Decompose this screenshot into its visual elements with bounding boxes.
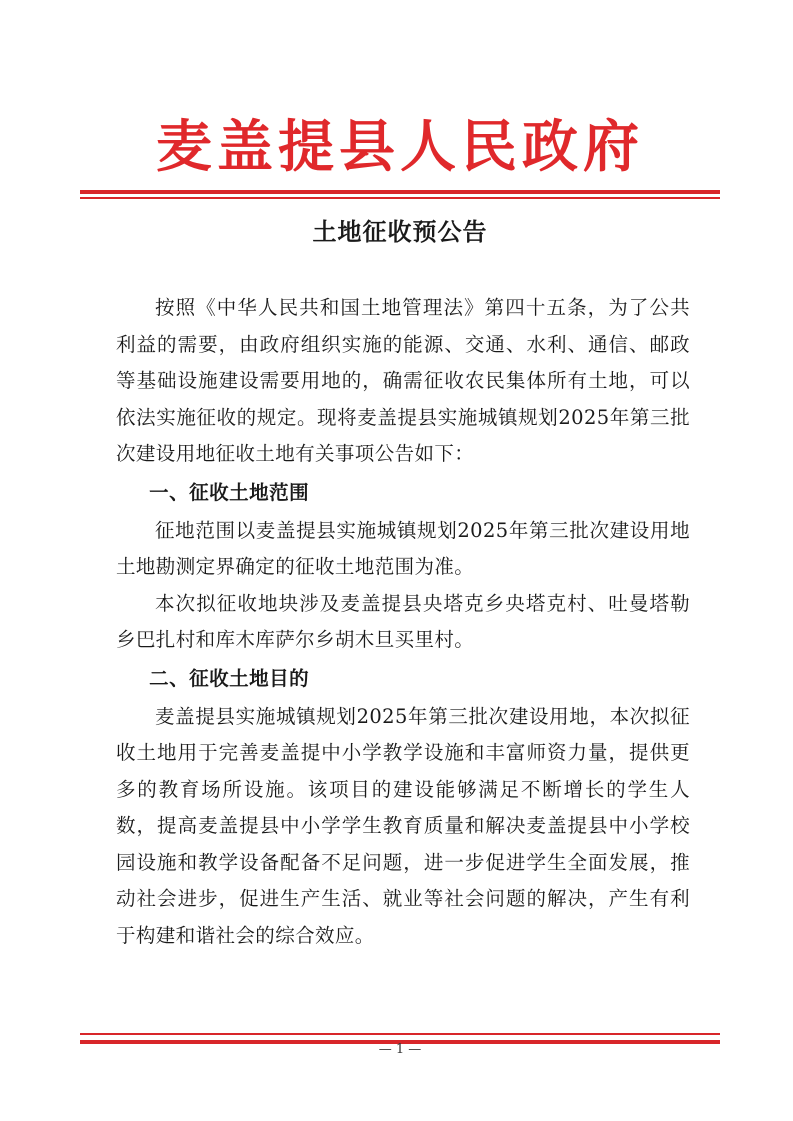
footer-rule-thin xyxy=(80,1033,720,1035)
header-rule-thick xyxy=(80,190,720,194)
header-rule-thin xyxy=(80,197,720,199)
page-number: — 1 — xyxy=(378,1042,422,1057)
section2-heading: 二、征收土地目的 xyxy=(149,666,310,690)
masthead-agency-name: 麦盖提县人民政府 xyxy=(156,114,644,180)
document-title: 土地征收预公告 xyxy=(312,218,488,246)
section1-heading: 一、征收土地范围 xyxy=(149,480,310,504)
section1-paragraph-2: 本次拟征收地块涉及麦盖提县央塔克乡央塔克村、吐曼塔勒乡巴扎村和库木库萨尔乡胡木旦买里村。 xyxy=(116,591,690,651)
section1-paragraph-1: 征地范围以麦盖提县实施城镇规划2025年第三批次建设用地土地勘测定界确定的征收土地范围为准。 xyxy=(116,518,690,578)
section2-paragraph-1: 麦盖提县实施城镇规划2025年第三批次建设用地，本次拟征收土地用于完善麦盖提中小学教学设施和丰富师资力量，提供更多的教育场所设施。该项目的建设能够满足不断增长的学生人数，提高麦盖提县中小学学生教育质量和解决麦盖提县中小学校园设施和教学设备配备不足问题，进一步促进学生全面发展，推动社会进步，促进生产生活、就业等社会问题的解决，产生有利于构建和谐社会的综合效应。 xyxy=(116,704,690,947)
document-body xyxy=(116,290,690,954)
intro-paragraph: 按照《中华人民共和国土地管理法》第四十五条，为了公共利益的需要，由政府组织实施的能源、交通、水利、通信、邮政等基础设施建设需要用地的，确需征收农民集体所有土地，可以依法实施征收的规定。现将麦盖提县实施城镇规划2025年第三批次建设用地征收土地有关事项公告如下： xyxy=(116,296,690,465)
